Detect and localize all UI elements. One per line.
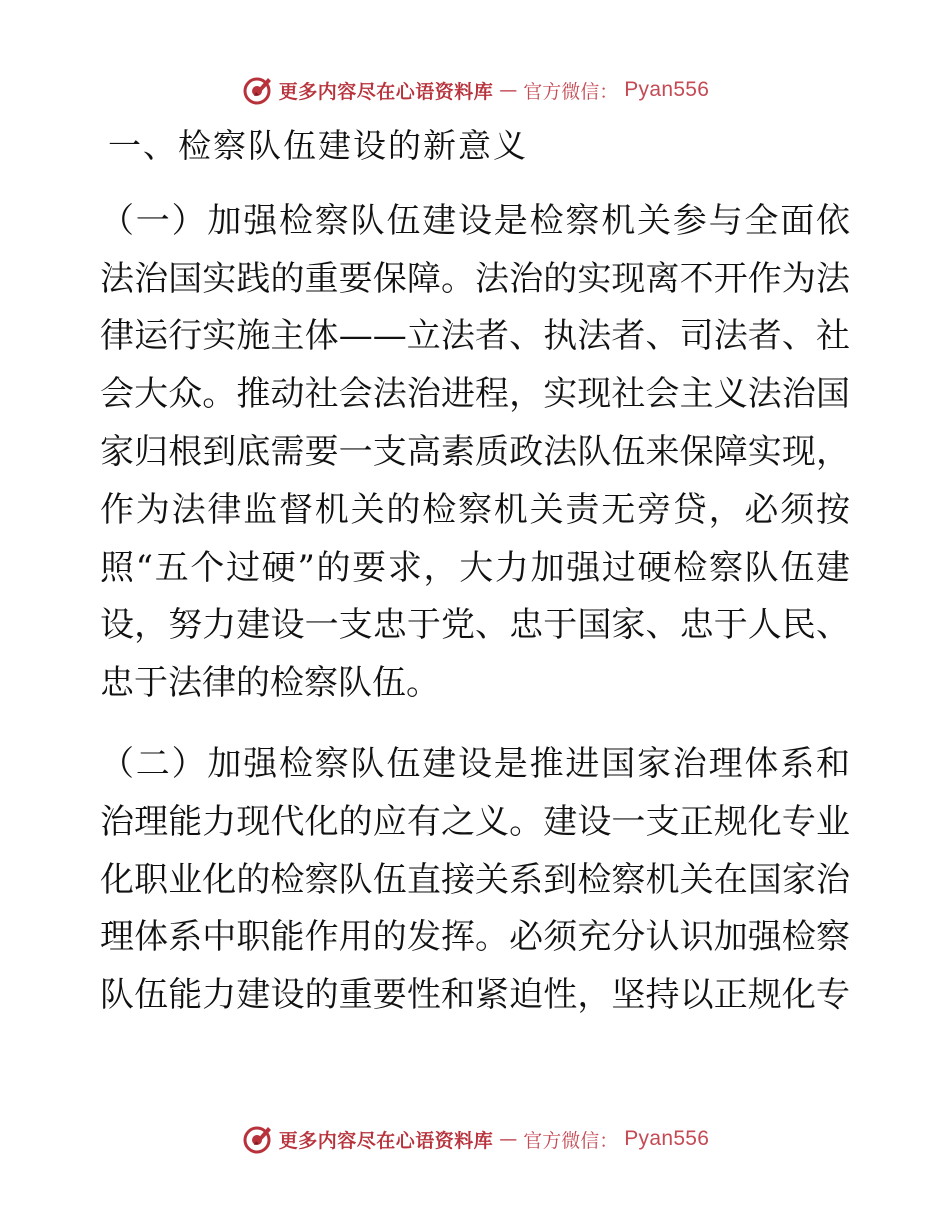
pen-circle-logo-icon — [241, 1123, 273, 1155]
text-line: 忠于法律的检察队伍。 — [100, 663, 440, 703]
pen-circle-logo-icon — [241, 74, 273, 106]
section-heading: 一、检察队伍建设的新意义 — [108, 126, 528, 165]
text-line: 作为法律监督机关的检察机关责无旁贷，必须按 — [100, 490, 850, 530]
text-line: 家归根到底需要一支高素质政法队伍来保障实现， — [100, 432, 850, 472]
text-line: 化职业化的检察队伍直接关系到检察机关在国家治 — [100, 860, 850, 900]
banner-wechat-id: Pyan556 — [624, 1127, 710, 1150]
banner-wechat-id: Pyan556 — [624, 78, 710, 101]
text-line: （二）加强检察队伍建设是推进国家治理体系和 — [100, 744, 850, 784]
text-line: 会大众。推动社会法治进程，实现社会主义法治国 — [100, 374, 850, 414]
text-line: 理体系中职能作用的发挥。必须充分认识加强检察 — [100, 917, 850, 957]
banner-separator: — — [499, 1128, 518, 1150]
text-line: 治理能力现代化的应有之义。建设一支正规化专业 — [100, 802, 850, 842]
header-watermark-banner — [0, 70, 950, 110]
text-line: 照“五个过硬”的要求，大力加强过硬检察队伍建 — [100, 548, 850, 588]
banner-wechat-label: 官方微信： — [523, 80, 619, 103]
text-line: （一）加强检察队伍建设是检察机关参与全面依 — [100, 201, 850, 241]
banner-wechat-label: 官方微信： — [523, 1129, 619, 1152]
banner-separator: — — [499, 79, 518, 101]
banner-title: 更多内容尽在心语资料库 — [278, 1129, 494, 1152]
footer-watermark-banner — [0, 1119, 950, 1159]
banner-title: 更多内容尽在心语资料库 — [278, 80, 494, 103]
text-line: 设，努力建设一支忠于党、忠于国家、忠于人民、 — [100, 605, 850, 645]
text-line: 法治国实践的重要保障。法治的实现离不开作为法 — [100, 259, 850, 299]
text-line: 队伍能力建设的重要性和紧迫性，坚持以正规化专 — [100, 975, 850, 1015]
text-line: 律运行实施主体——立法者、执法者、司法者、社 — [100, 316, 850, 356]
